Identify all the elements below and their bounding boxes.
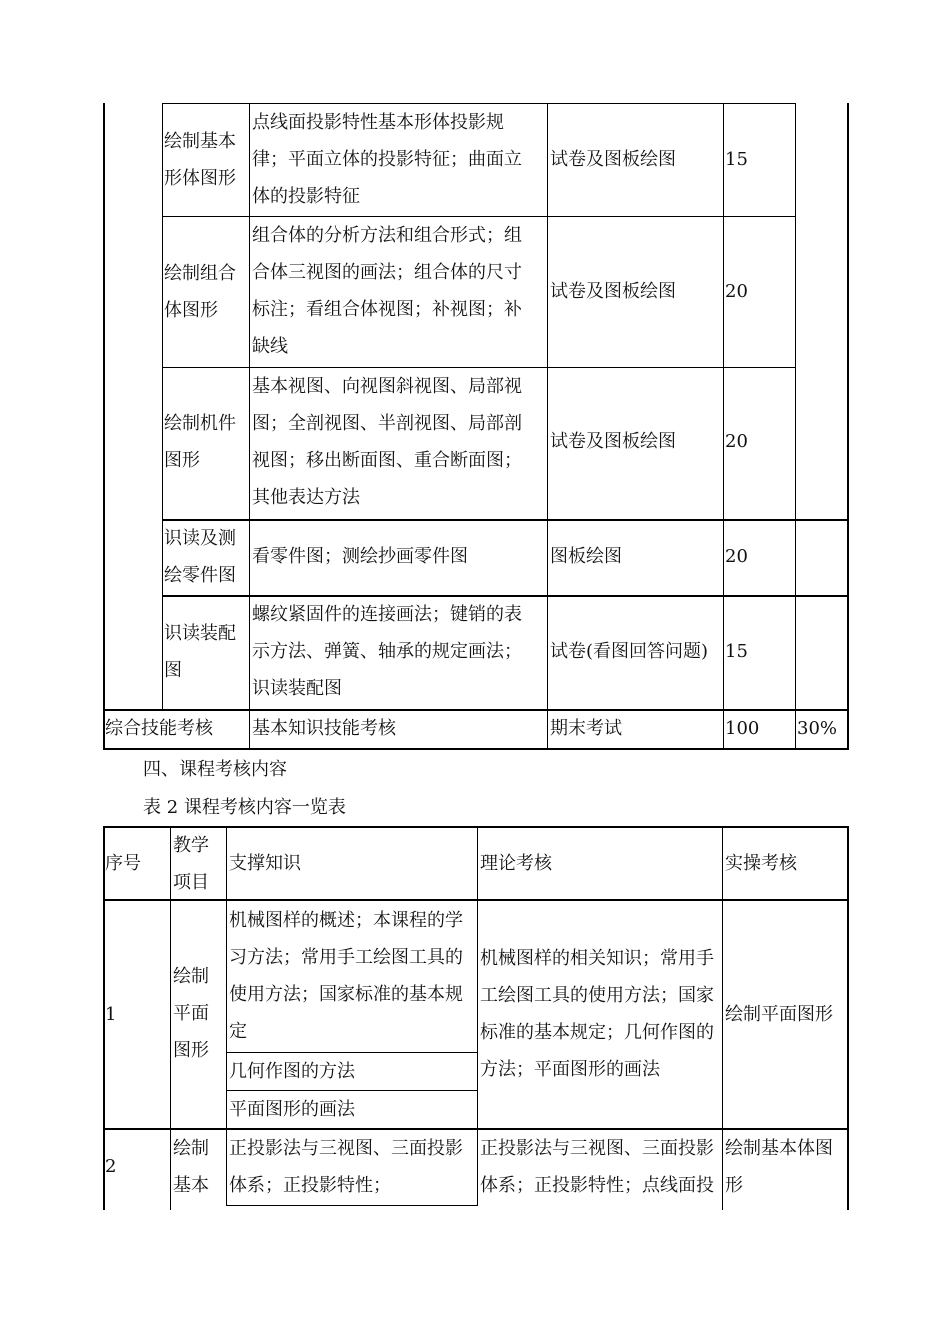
table1-row2-method: 试卷及图板绘图 <box>550 281 676 302</box>
section-heading: 四、课程考核内容 <box>143 759 287 780</box>
table1-row4-project: 识读及测 绘零件图 <box>164 528 236 586</box>
table2-header-theory: 理论考核 <box>480 853 552 874</box>
table1-row1-project: 绘制基本 形体图形 <box>164 131 236 189</box>
table2-row1-knowledge-1: 机械图样的概述；本课程的学 习方法；常用手工绘图工具的 使用方法；国家标准的基本规 定 <box>229 910 463 1042</box>
table1-row4-content: 看零件图；测绘抄画零件图 <box>252 546 468 567</box>
table2-row1-project: 绘制 平面 图形 <box>173 966 209 1061</box>
table1-row3-score: 20 <box>725 431 748 452</box>
table1-summary-content: 基本知识技能考核 <box>252 718 396 739</box>
table1-row1-method: 试卷及图板绘图 <box>550 149 676 170</box>
table1-row3-content: 基本视图、向视图斜视图、局部视 图；全剖视图、半剖视图、局部剖 视图；移出断面图、重合断面图； 其他表达方法 <box>252 376 522 508</box>
table1-row5-project: 识读装配 图 <box>164 623 236 681</box>
table1-row4-method: 图板绘图 <box>550 546 622 567</box>
table1-summary-score: 100 <box>725 718 760 739</box>
table1-row4-score: 20 <box>725 546 748 567</box>
table1-row1-score: 15 <box>725 149 748 170</box>
table1-row5-score: 15 <box>725 641 748 662</box>
table2-header-knowledge: 支撑知识 <box>229 853 301 874</box>
table1-row1-content: 点线面投影特性基本形体投影规 律；平面立体的投影特征；曲面立 体的投影特征 <box>252 112 522 207</box>
table1-row5-content: 螺纹紧固件的连接画法；键销的表 示方法、弹簧、轴承的规定画法； 识读装配图 <box>252 604 522 699</box>
table1-summary-weight: 30% <box>797 718 838 739</box>
table2-row1-knowledge-2: 几何作图的方法 <box>229 1061 355 1082</box>
table2-row2-no: 2 <box>105 1156 117 1177</box>
table2-row1-theory: 机械图样的相关知识；常用手 工绘图工具的使用方法；国家 标准的基本规定；几何作图的 方法；平面图形的画法 <box>480 948 714 1080</box>
table1-row2-content: 组合体的分析方法和组合形式；组 合体三视图的画法；组合体的尺寸 标注；看组合体视图；补视图；补 缺线 <box>252 225 522 357</box>
table1-summary-method: 期末考试 <box>550 718 622 739</box>
table1-row3-project: 绘制机件 图形 <box>164 413 236 471</box>
table2-row1-practice: 绘制平面图形 <box>725 1004 833 1025</box>
table2-row1-no: 1 <box>105 1004 117 1025</box>
table1-row2-score: 20 <box>725 281 748 302</box>
table2-row2-theory: 正投影法与三视图、三面投影 体系；正投影特性；点线面投 <box>480 1138 714 1196</box>
table2-header-no: 序号 <box>105 853 141 874</box>
table2-row2-knowledge-1: 正投影法与三视图、三面投影 体系；正投影特性； <box>229 1138 463 1196</box>
table1-summary-category: 综合技能考核 <box>105 718 213 739</box>
table2-row1-knowledge-3: 平面图形的画法 <box>229 1099 355 1120</box>
table2-header-project: 教学 项目 <box>173 835 209 893</box>
table1-row2-project: 绘制组合 体图形 <box>164 263 236 321</box>
table2-row2-practice: 绘制基本体图 形 <box>725 1138 833 1196</box>
table1-row3-method: 试卷及图板绘图 <box>550 431 676 452</box>
table1-row5-method: 试卷(看图回答问题) <box>550 641 709 662</box>
table2-caption: 表 2 课程考核内容一览表 <box>143 797 346 818</box>
table2-header-practice: 实操考核 <box>725 853 797 874</box>
table2-row2-project: 绘制 基本 <box>173 1138 209 1196</box>
